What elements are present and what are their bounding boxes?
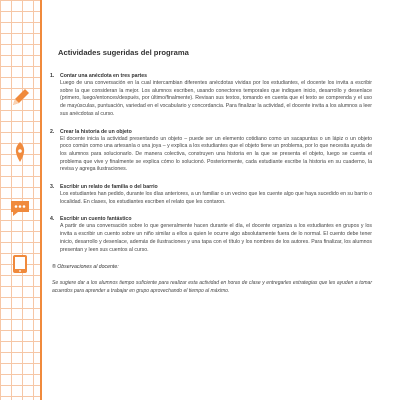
tablet-icon xyxy=(8,252,32,276)
margin-grid xyxy=(0,0,42,400)
activity-number: 1. xyxy=(50,73,55,79)
activity-title: Escribir un relato de familia o del barrio xyxy=(60,184,158,191)
activity-title: Escribir un cuento fantástico xyxy=(60,216,132,223)
activity-body: Los estudiantes han pedido, durante los días anteriores, a un familiar o un vecino que les cuente algo que haya sucedido en su barrio o localidad. En clases, los estudiantes escriben el relato que les contaron. xyxy=(60,191,372,205)
activity-number: 3. xyxy=(50,184,55,191)
activity-title: Contar una anécdota en tres partes xyxy=(60,73,148,79)
activity-number: 4. xyxy=(50,216,55,223)
activity-item xyxy=(50,184,372,206)
document-page xyxy=(50,48,372,295)
observations-title: ® Observaciones al docente: xyxy=(52,264,119,271)
activity-item xyxy=(50,216,372,254)
pen-nib-icon xyxy=(8,140,32,164)
activity-number: 2. xyxy=(50,128,55,135)
chat-bubble-icon xyxy=(8,196,32,220)
pencil-icon xyxy=(8,86,32,110)
activity-item xyxy=(50,73,372,119)
observations-body: Se sugiere dar a los alumnos tiempo suficiente para realizar esta actividad en horas de clase y entregarles estrategias que les ayuden a tomar acuerdos para aprender a trabajar en grupo aprovechando el tiempo al máximo. xyxy=(52,280,372,294)
activity-item xyxy=(50,129,372,175)
activity-title: Crear la historia de un objeto xyxy=(60,128,132,135)
activity-body: A partir de una conversación sobre lo que generalmente hacen durante el día, el docente organiza a los estudiantes en grupos y los invita a escribir un cuento sobre un niño similar a ellos a quien le ocurre algo absolutamente fuera de lo normal. El cuento debe tener inicio, desarrollo y desenlace, además de ilustraciones y una tapa con el título y los nombres de los autores. Para finalizar, los alumnos presentan y leen sus cuentos al curso. xyxy=(60,223,372,253)
activity-body: Luego de una conversación en la cual intercambian diferentes anécdotas vividas por los estudiantes, el docente los invita a escribir sobre la que consideran la mejor. Los alumnos escriben, usando conectores temporales que indiquen inicio, desarrollo y desenlace (primero, luego/entonces/después, por último/finalmente). Revisan sus textos, tomando en cuenta que el texto se comprenda y el uso de mayúsculas, puntuación, variedad en el vocabulario y concordancia. Para finalizar la actividad, el docente invita a los alumnos a leer sus anécdotas al curso. xyxy=(60,80,372,117)
page-title: Actividades sugeridas del programa xyxy=(58,48,189,57)
activity-body: El docente inicia la actividad presentando un objeto – puede ser un elemento cotidiano como un sacapuntas o un lápiz o un objeto poco común como una artesanía o una joya – y explica a los estudiantes que el objeto tiene un problema, por lo que necesita ayuda de los alumnos para solucionarlo. De manera colectiva, construyen una historia en la que se presenta el objeto, luego se cuenta el problema que vive y finalmente se explica cómo lo solucionó. Posteriormente, cada estudiante escribe la historia en su cuaderno, la revisa y agrega ilustraciones. xyxy=(60,135,372,173)
